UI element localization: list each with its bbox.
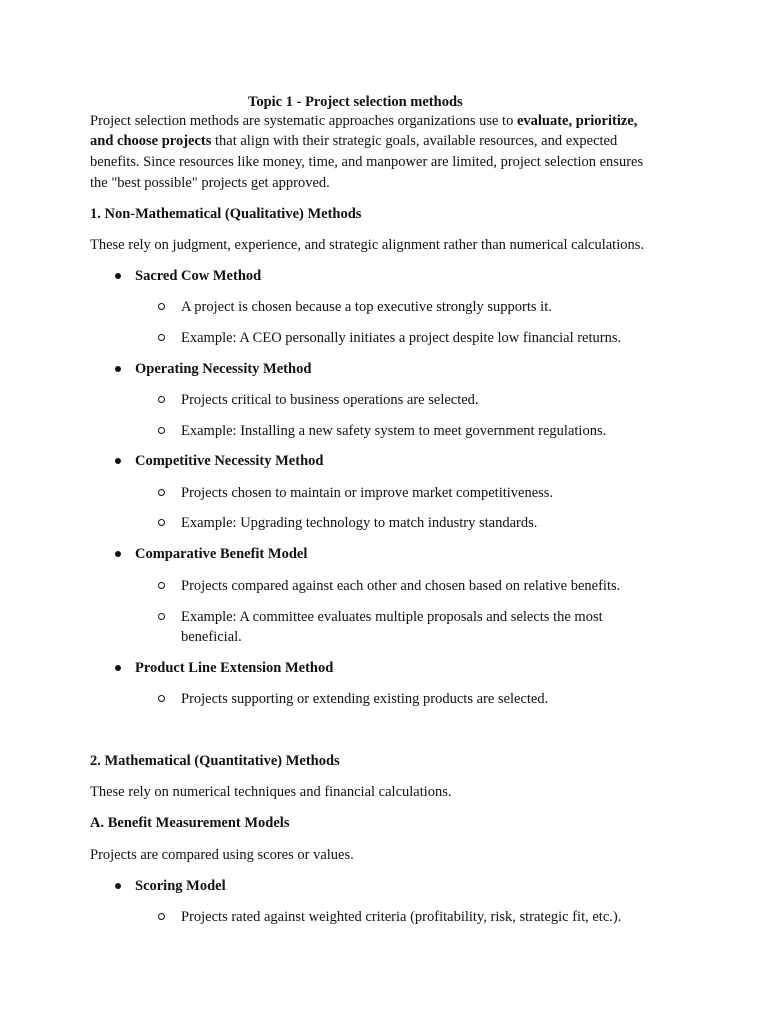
circle-bullet-icon [158, 427, 165, 434]
section2-subheading: A. Benefit Measurement Models [90, 815, 290, 831]
method-point: Projects supporting or extending existing products are selected. [181, 691, 549, 707]
section1-description: These rely on judgment, experience, and strategic alignment rather than numerical calculations. [90, 237, 645, 253]
method-name: Product Line Extension Method [135, 660, 334, 676]
bullet-icon [115, 665, 121, 671]
circle-bullet-icon [158, 582, 165, 589]
method-point: Projects compared against each other and chosen based on relative benefits. [181, 578, 621, 594]
section2-sub-description: Projects are compared using scores or values. [90, 847, 354, 863]
circle-bullet-icon [158, 519, 165, 526]
intro-line-1: Project selection methods are systematic approaches organizations use to evaluate, prioritize, [90, 113, 638, 129]
method-point: Example: A CEO personally initiates a project despite low financial returns. [181, 330, 622, 346]
method-name: Comparative Benefit Model [135, 546, 308, 562]
circle-bullet-icon [158, 334, 165, 341]
method-point: Projects chosen to maintain or improve market competitiveness. [181, 485, 554, 501]
method-point: Projects critical to business operations are selected. [181, 392, 479, 408]
method-point: Projects rated against weighted criteria (profitability, risk, strategic fit, etc.). [181, 909, 622, 925]
section1-heading: 1. Non-Mathematical (Qualitative) Methods [90, 206, 362, 222]
method-name: Competitive Necessity Method [135, 453, 324, 469]
method-name: Operating Necessity Method [135, 361, 312, 377]
bullet-icon [115, 273, 121, 279]
section2-description: These rely on numerical techniques and financial calculations. [90, 784, 452, 800]
intro-line-2: and choose projects that align with their strategic goals, available resources, and expected [90, 133, 618, 149]
bullet-icon [115, 883, 121, 889]
method-point: beneficial. [181, 629, 242, 645]
bullet-icon [115, 551, 121, 557]
page-title: Topic 1 - Project selection methods [248, 94, 463, 110]
circle-bullet-icon [158, 303, 165, 310]
circle-bullet-icon [158, 695, 165, 702]
method-name: Sacred Cow Method [135, 268, 262, 284]
method-point: A project is chosen because a top executive strongly supports it. [181, 299, 552, 315]
bullet-icon [115, 458, 121, 464]
method-name: Scoring Model [135, 878, 226, 894]
section2-heading: 2. Mathematical (Quantitative) Methods [90, 753, 340, 769]
intro-line-3: benefits. Since resources like money, time, and manpower are limited, project selection ensures [90, 154, 644, 170]
method-point: Example: Installing a new safety system to meet government regulations. [181, 423, 607, 439]
method-point: Example: A committee evaluates multiple proposals and selects the most [181, 609, 603, 625]
bullet-icon [115, 366, 121, 372]
circle-bullet-icon [158, 913, 165, 920]
method-point: Example: Upgrading technology to match industry standards. [181, 515, 538, 531]
circle-bullet-icon [158, 489, 165, 496]
intro-line-4: the "best possible" projects get approved. [90, 175, 330, 191]
circle-bullet-icon [158, 396, 165, 403]
circle-bullet-icon [158, 613, 165, 620]
